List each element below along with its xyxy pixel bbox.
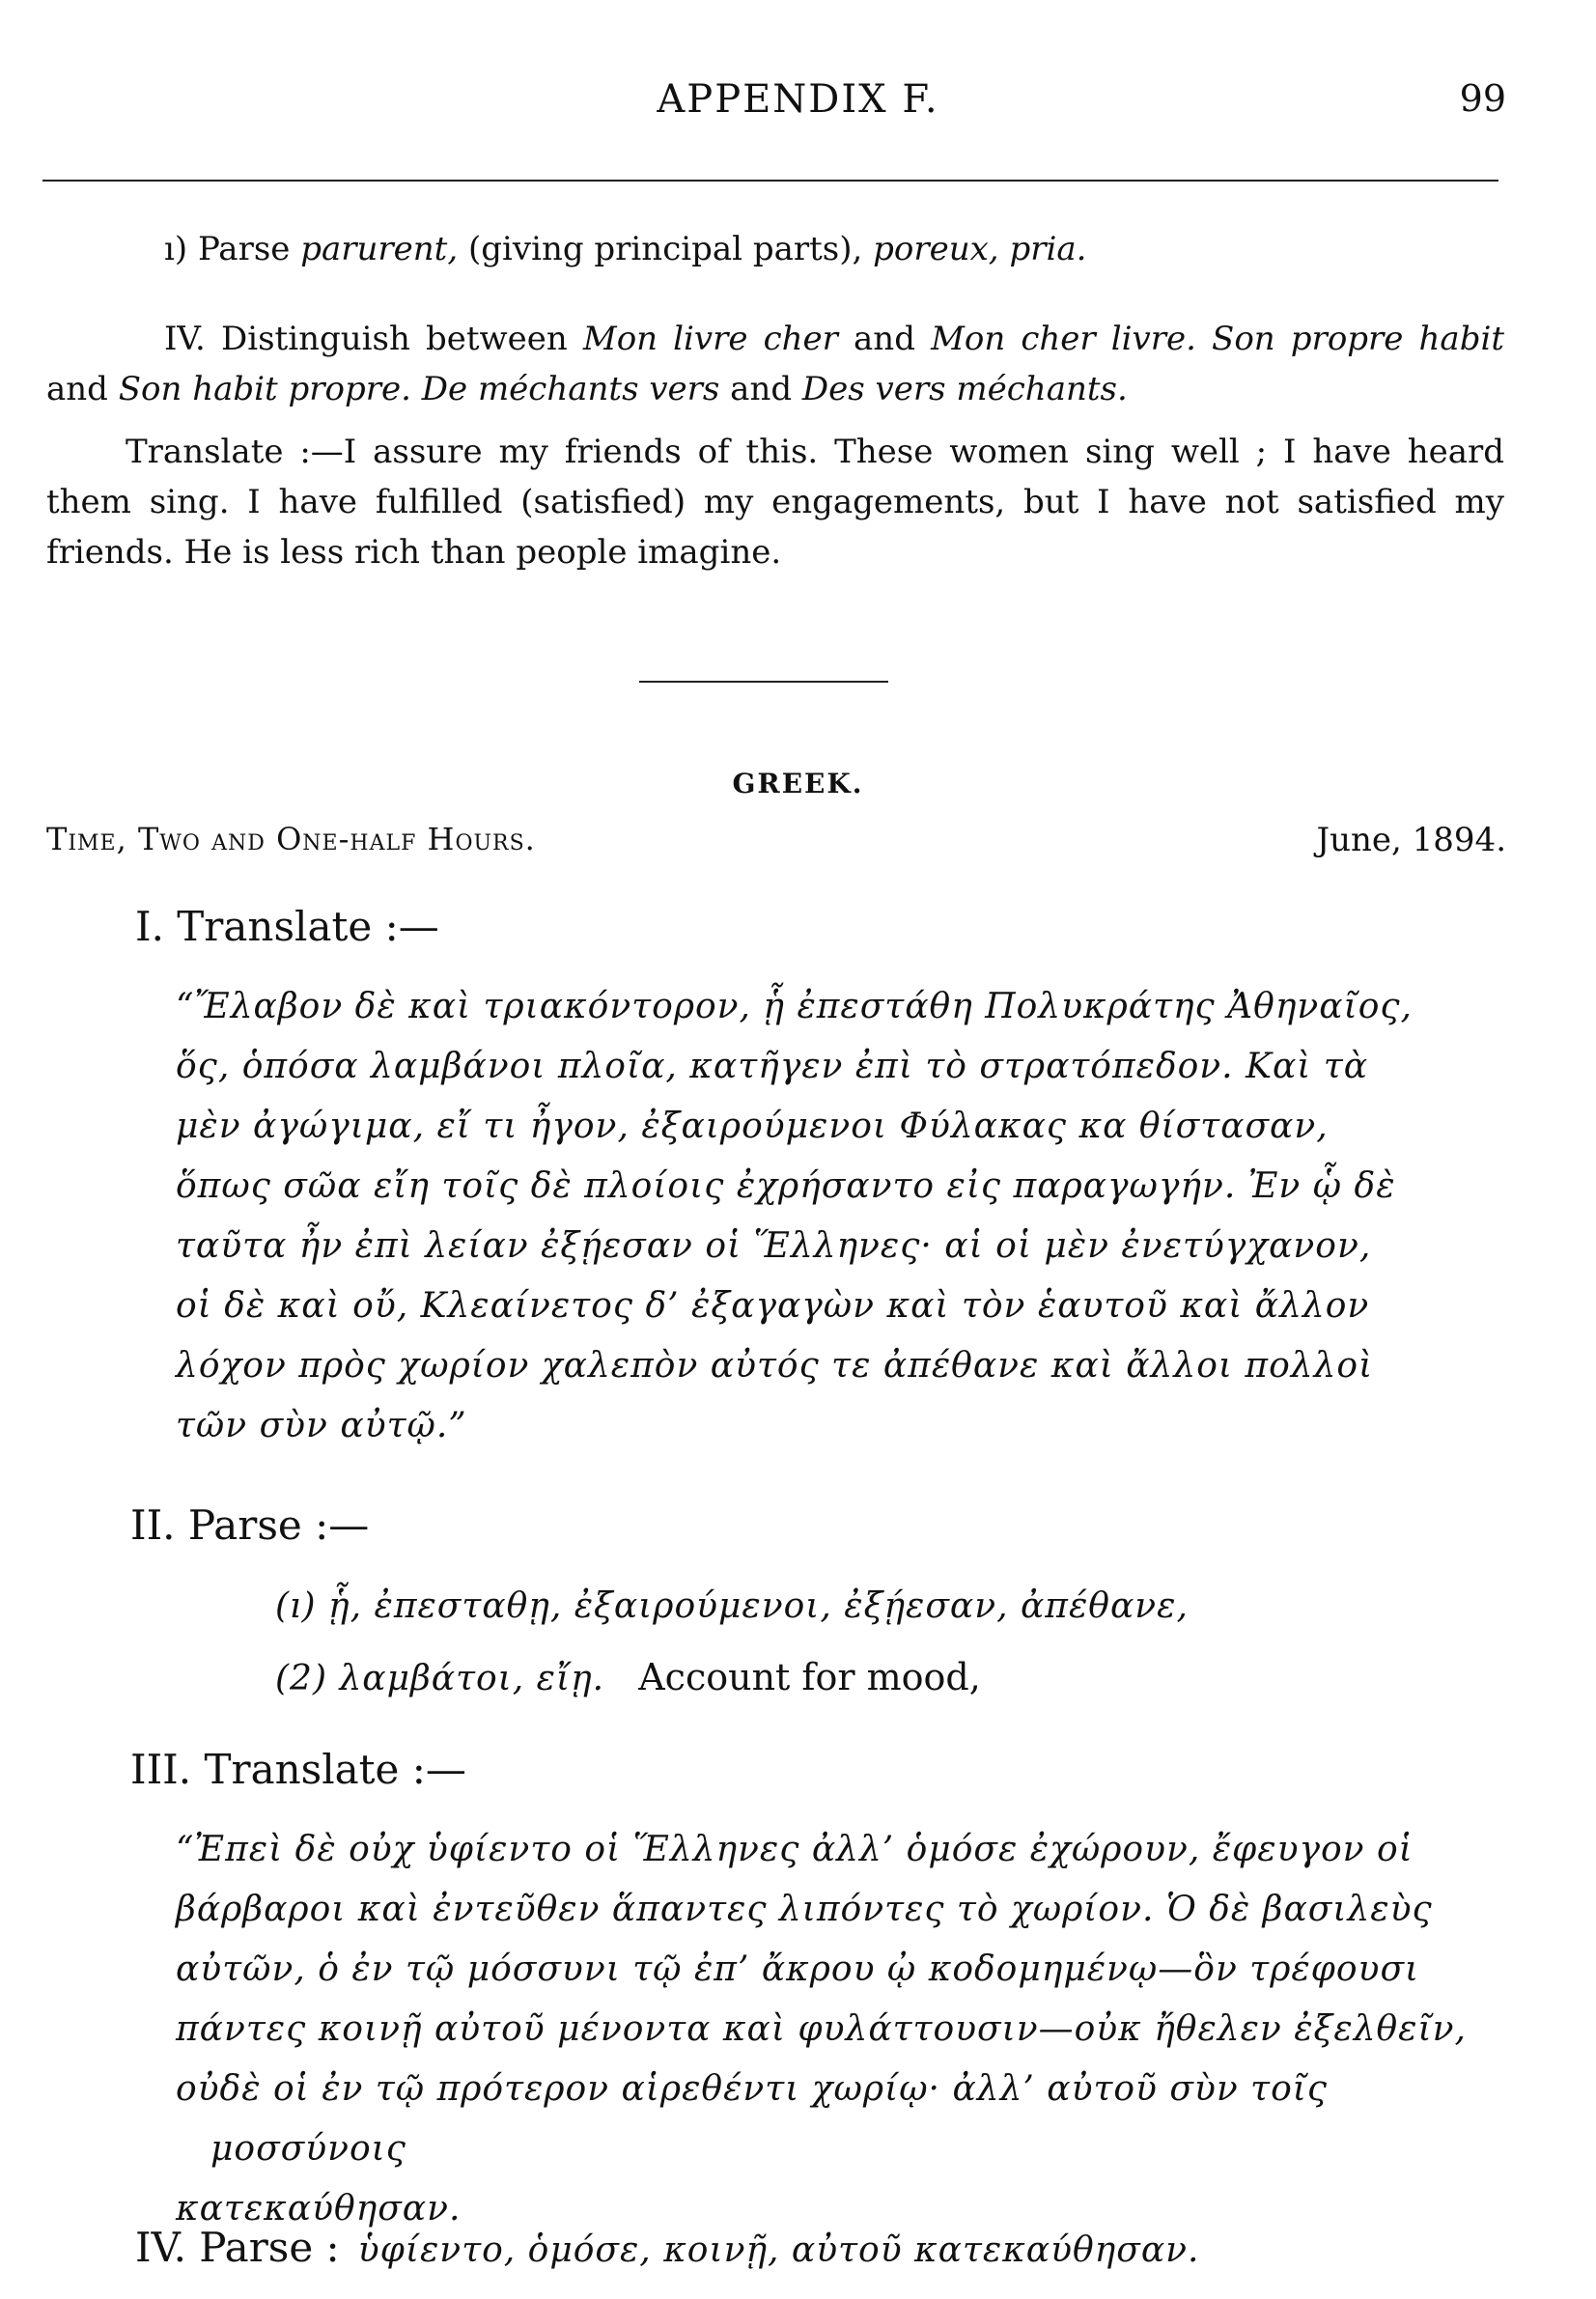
question-3-passage <box>176 1820 1504 2239</box>
passage-line: οὐδὲ οἱ ἐν τῷ πρότερον αἱρεθέντι χωρίῳ· ἀλλ’ αὐτοῦ σὺν τοῖς μοσσύνοις <box>176 2069 1329 2169</box>
item-i-word-2: poreux, <box>873 230 999 268</box>
french-translate <box>46 427 1504 577</box>
item-iv-text-4: and <box>730 370 793 408</box>
item-i-label: ı) Parse <box>164 230 291 268</box>
section-heading: GREEK. <box>732 768 864 799</box>
passage-line: μὲν ἀγώγιμα, εἴ τι ἦγον, ἐξαιρούμενοι Φύλακας κα θίστασαν, <box>176 1107 1329 1146</box>
passage-line: τῶν σὺν αὐτῷ.” <box>176 1406 467 1445</box>
passage-line: βάρβαροι καὶ ἐντεῦθεν ἅπαντες λιπόντες τὸ χωρίον. Ὁ δὲ βασιλεὺς <box>176 1890 1433 1929</box>
question-1-passage <box>176 977 1504 1456</box>
passage-line: λόχον πρὸς χωρίον χαλεπὸν αὐτός τε ἀπέθανε καὶ ἄλλοι πολλοὶ <box>176 1346 1374 1386</box>
translate-line: Translate :—I assure my friends of this. These women sing well ; I have heard <box>126 433 1504 471</box>
passage-line: αὐτῶν, ὁ ἐν τῷ μόσσυνι τῷ ἐπ’ ἄκρου ᾠ κοδομημένῳ—ὃν τρέφουσι <box>176 1949 1420 1989</box>
question-2-label: II. Parse :— <box>130 1501 370 1549</box>
item-iv-text-3: and <box>46 370 108 408</box>
page-number: 99 <box>1459 77 1506 120</box>
item-iv-phrase-3: Son propre habit <box>1212 320 1504 358</box>
french-item-i <box>164 224 1596 274</box>
item-iv-phrase-6: Des vers méchants. <box>801 370 1128 408</box>
item-iv-text-1: Distinguish between <box>220 320 568 358</box>
item-iv-label: IV. <box>164 320 206 358</box>
passage-line: “Ἐπεὶ δὲ οὐχ ὑφίεντο οἱ Ἕλληνες ἀλλ’ ὁμόσε ἐχώρουν, ἔφευγον οἱ <box>176 1830 1414 1869</box>
passage-line: οἱ δὲ καὶ οὔ, Κλεαίνετος δ’ ἐξαγαγὼν καὶ τὸν ἑαυτοῦ καὶ ἄλλον <box>176 1286 1370 1326</box>
item-i-word-3: pria. <box>1009 230 1087 268</box>
question-4 <box>135 2221 1199 2281</box>
french-item-iv <box>46 314 1504 414</box>
exam-time: Time, Two and One-half Hours. <box>46 821 536 857</box>
item-iv-text-2: and <box>854 320 915 358</box>
question-2-note: Account for mood, <box>638 1656 981 1698</box>
running-title: APPENDIX F. <box>657 77 939 122</box>
passage-line: πάντες κοινῇ αὐτοῦ μένοντα καὶ φυλάττουσιν—οὐκ ἤθελεν ἐξελθεῖν, <box>176 2009 1467 2049</box>
question-3-label: III. Translate :— <box>130 1746 466 1793</box>
passage-line: “Ἔλαβον δὲ καὶ τριακόντορον, ᾗ ἐπεστάθη Πολυκράτης Ἀθηναῖος, <box>176 987 1413 1026</box>
passage-line: ταῦτα ἦν ἐπὶ λείαν ἐξῄεσαν οἱ Ἕλληνες· αἱ οἱ μὲν ἐνετύγχανον, <box>176 1226 1372 1266</box>
passage-line: ὅς, ὁπόσα λαμβάνοι πλοῖα, κατῆγεν ἐπὶ τὸ στρατόπεδον. Καὶ τὰ <box>176 1047 1369 1086</box>
passage-line: ὅπως σῶα εἴη τοῖς δὲ πλοίοις ἐχρήσαντο εἰς παραγωγήν. Ἐν ᾧ δὲ <box>176 1166 1396 1206</box>
section-rule <box>639 681 888 683</box>
exam-date: June, 1894. <box>1316 821 1506 859</box>
translate-line: friends. He is less rich than people imagine. <box>46 533 782 572</box>
question-2-greek: (2) λαμβάτοι, εἴῃ. <box>275 1659 605 1698</box>
passage-line: κατεκαύθησαν. <box>176 2189 462 2229</box>
item-iv-phrase-2: Mon cher livre. <box>931 320 1196 358</box>
item-iv-phrase-5: De méchants vers <box>421 370 720 408</box>
item-iv-phrase-4: Son habit propre. <box>118 370 411 408</box>
item-i-word-1: parurent, <box>300 230 459 268</box>
item-i-middle: (giving principal parts), <box>467 230 863 268</box>
question-2-line-1: (ı) ᾗ, ἐπεσταθῃ, ἐξαιρούμενοι, ἐξῄεσαν, ἀπέθανε, <box>275 1586 1189 1626</box>
question-4-label: IV. Parse : <box>135 2224 340 2271</box>
question-2-line-2 <box>275 1649 981 1709</box>
translate-line: them sing. I have fulfilled (satisfied) my engagements, but I have not satisfied my <box>46 483 1504 521</box>
question-1-label: I. Translate :— <box>135 903 439 950</box>
item-iv-phrase-1: Mon livre cher <box>582 320 838 358</box>
question-4-words: ὑφίεντο, ὁμόσε, κοινῇ, αὐτοῦ κατεκαύθησαν. <box>357 2230 1200 2270</box>
header-rule <box>42 180 1498 182</box>
